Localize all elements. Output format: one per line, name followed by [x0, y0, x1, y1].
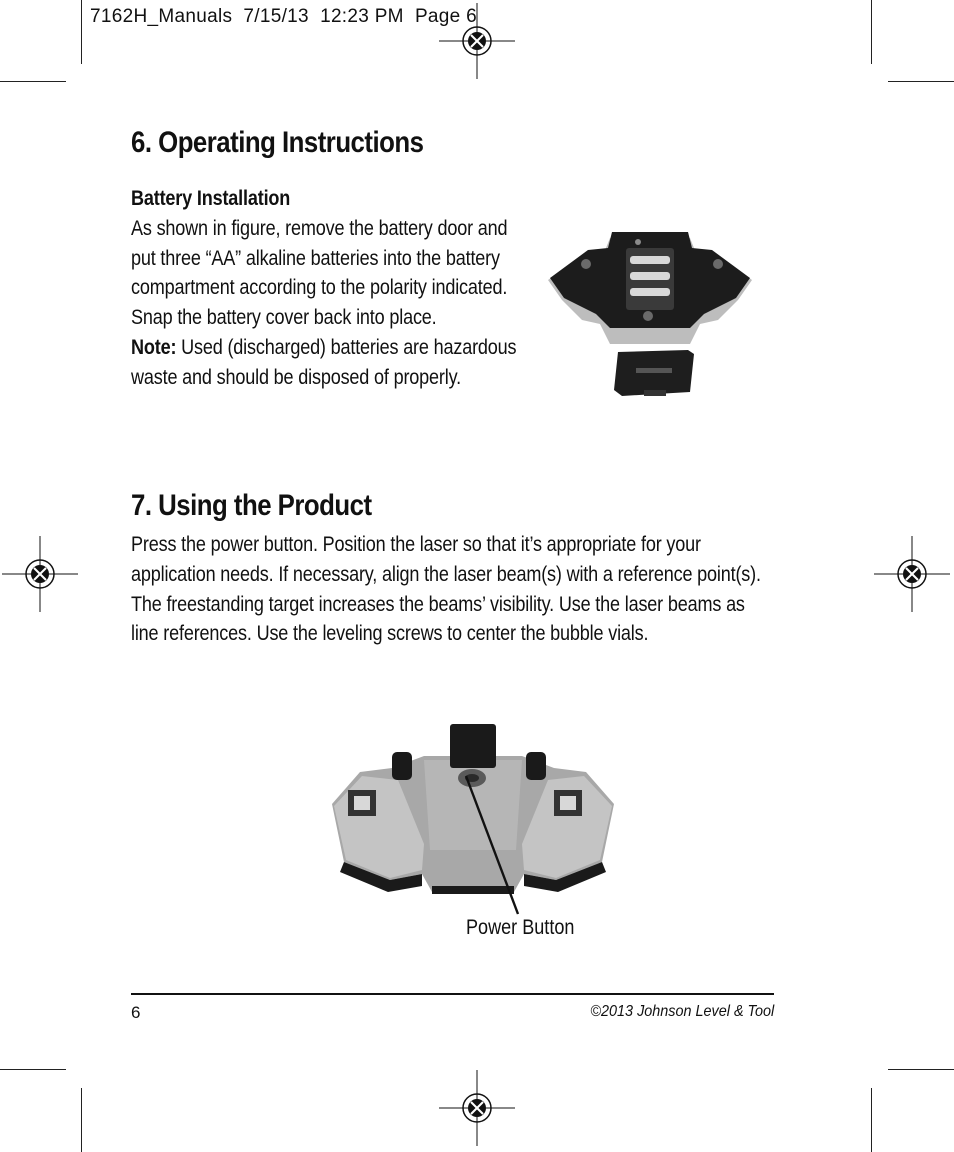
battery-installation-subheading: Battery Installation [131, 187, 291, 210]
page-number: 6 [131, 1003, 141, 1022]
note-label: Note: [131, 335, 177, 359]
power-button-caption: Power Button [466, 916, 575, 939]
section-6-heading: 6. Operating Instructions [131, 126, 424, 159]
copyright-text: ©2013 Johnson Level & Tool [590, 1003, 774, 1020]
section-7-heading: 7. Using the Product [131, 489, 372, 522]
using-product-text: Press the power button. Position the laser so that it’s appropriate for your application needs. If necessary, align the laser beam(s) with a reference point(s). The freestanding target increases the beams’ visibility. Use the laser beams as line references. Use the leveling screws to center the bubble vials. [131, 533, 761, 646]
printer-slug: 7162H_Manuals 7/15/13 12:23 PM Page 6 [90, 6, 477, 27]
note-text: Used (discharged) batteries are hazardous waste and should be disposed of properly. [131, 335, 517, 389]
battery-installation-text: As shown in figure, remove the battery door and put three “AA” alkaline batteries into the battery compartment according to the polarity indicated. Snap the battery cover back into place. [131, 216, 508, 330]
footer-rule [131, 993, 774, 995]
